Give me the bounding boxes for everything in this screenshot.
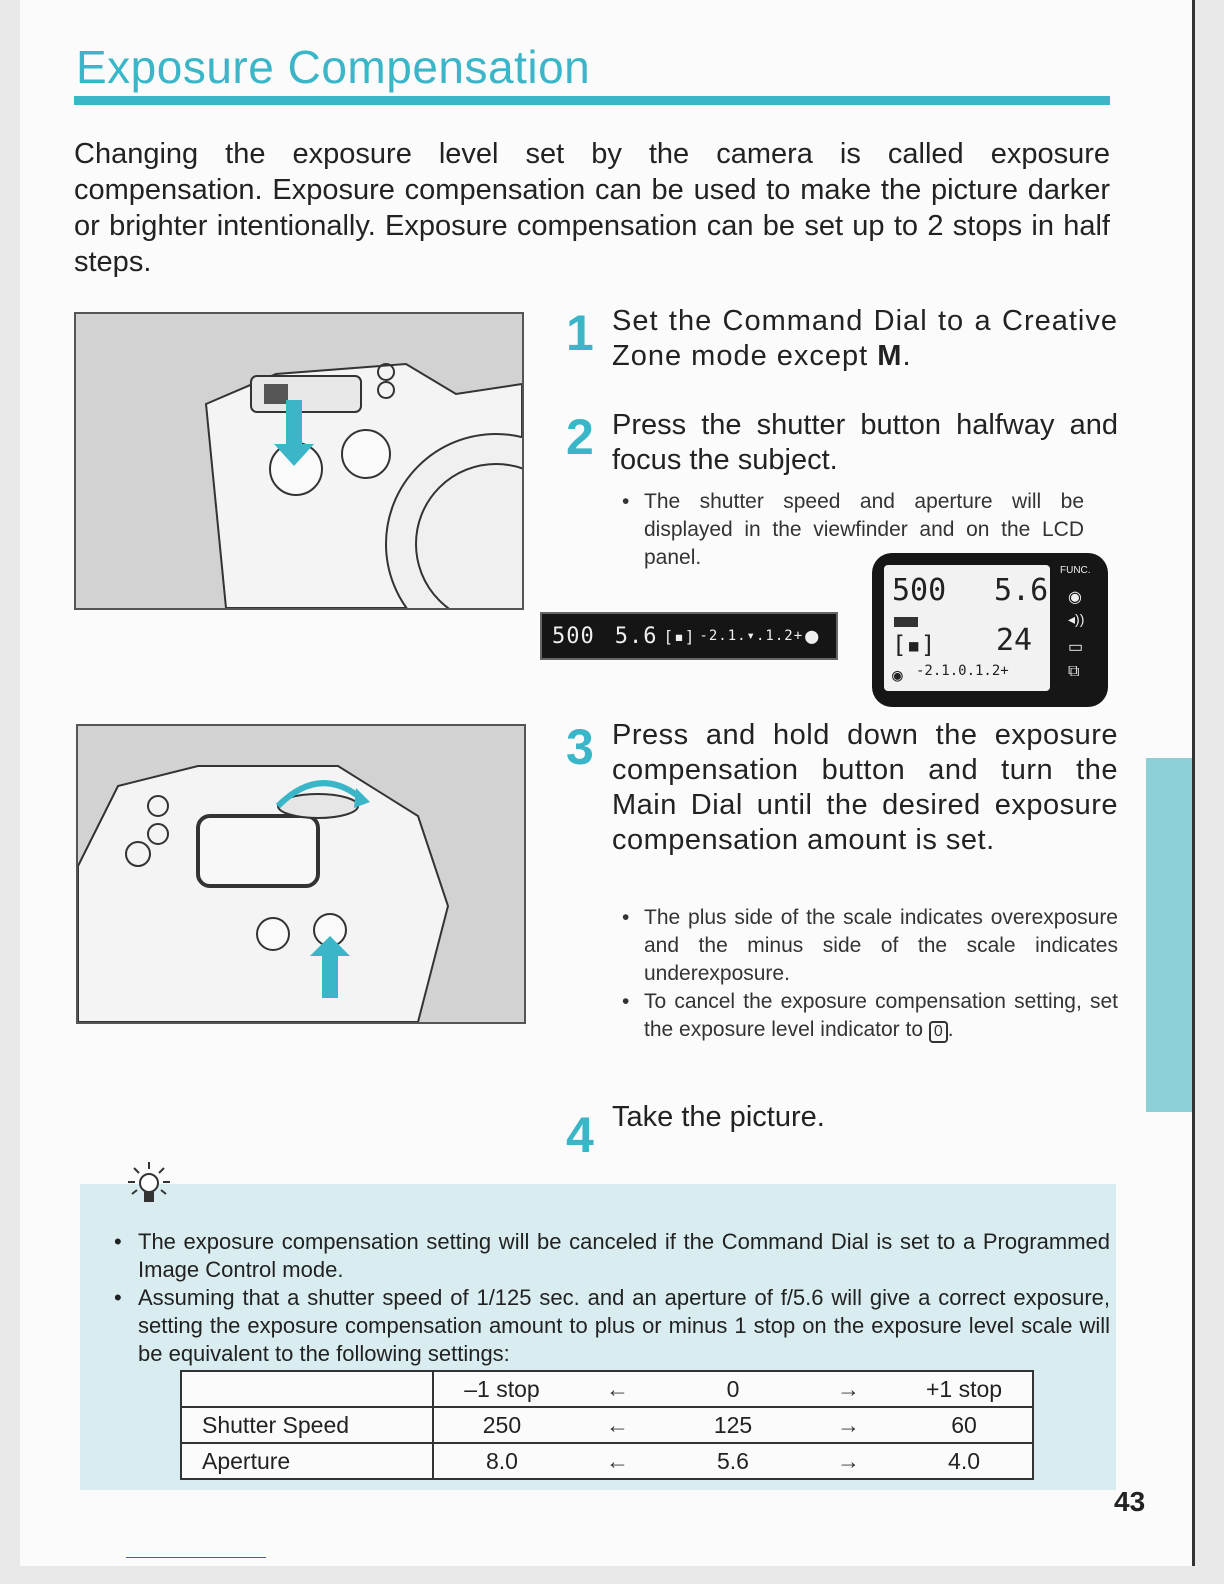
lcd-scale: -2.1.0.1.2+ bbox=[916, 663, 1009, 679]
header-zero: 0 bbox=[726, 1375, 740, 1402]
chapter-tab bbox=[1146, 758, 1192, 1112]
lcd-aperture: 5.6 bbox=[994, 573, 1049, 608]
step-text: Press and hold down the exposure compensation button and turn the Main Dial until the desired exposure compensation amount is set. bbox=[612, 719, 1118, 856]
bullet-item: • The plus side of the scale indicates overexposure and the minus side of the scale indicates underexposure. bbox=[618, 904, 1118, 988]
vf-aperture: 5.6 bbox=[614, 623, 658, 649]
right-arrow-icon: → bbox=[837, 1375, 861, 1402]
step-bullets bbox=[618, 904, 1118, 1044]
vf-dot-icon: ● bbox=[805, 623, 820, 649]
cell-minus: 8.0 bbox=[485, 1447, 518, 1474]
step-number: 1 bbox=[566, 305, 594, 361]
tip-item: • Assuming that a shutter speed of 1/125 sec. and an aperture of f/5.6 will give a correct exposure, setting the exposure compensation amount to plus or minus 1 stop on the exposure level scale will be equivalent to the following settings: bbox=[114, 1284, 1110, 1368]
step-number: 2 bbox=[566, 409, 594, 465]
step-text: Press the shutter button halfway and focus the subject. bbox=[612, 409, 1118, 476]
camera-dial-illustration bbox=[76, 724, 526, 1024]
vf-scale: -2.1.▾.1.2+ bbox=[699, 628, 804, 644]
lcd-frame-count: 24 bbox=[996, 623, 1033, 658]
page-number: 43 bbox=[1114, 1486, 1146, 1517]
vf-shutter: 500 bbox=[552, 623, 595, 649]
left-arrow-icon: ← bbox=[605, 1447, 629, 1474]
page-title: Exposure Compensation bbox=[76, 41, 591, 93]
row-values bbox=[433, 1407, 1033, 1443]
camera-shutter-illustration bbox=[74, 312, 524, 610]
step-number: 4 bbox=[566, 1107, 594, 1163]
scan-line bbox=[126, 1557, 266, 1558]
beep-icon: ◂)) bbox=[1068, 611, 1085, 627]
step-text-main: Set the Command Dial to a Creative Zone mode except bbox=[612, 305, 1118, 372]
header-plus: +1 stop bbox=[926, 1375, 1003, 1402]
cell-zero: 125 bbox=[713, 1411, 753, 1438]
lightbulb-icon bbox=[124, 1160, 174, 1210]
lcd-screen bbox=[884, 565, 1050, 691]
intro-paragraph: Changing the exposure level set by the camera is called exposure compensation. Exposure compensation can be used to make the picture darker or brighter intentionally. Exposure compensation can be set up to 2 stops in half steps. bbox=[74, 138, 1110, 278]
step-4 bbox=[566, 1100, 1118, 1163]
table-header-values bbox=[433, 1371, 1033, 1407]
right-arrow-icon: → bbox=[837, 1447, 861, 1474]
left-arrow-icon: ← bbox=[605, 1411, 629, 1438]
battery-icon bbox=[894, 617, 918, 627]
row-label: Shutter Speed bbox=[181, 1407, 433, 1443]
table-row bbox=[181, 1407, 1033, 1443]
red-eye-icon: ◉ bbox=[1068, 589, 1082, 606]
viewfinder-display: 500 5.6 [▪] -2.1.▾.1.2+ ● bbox=[540, 612, 838, 660]
tip-list bbox=[114, 1228, 1110, 1368]
cell-minus: 250 bbox=[482, 1411, 522, 1438]
manual-page bbox=[20, 0, 1195, 1566]
step-3 bbox=[566, 718, 1118, 1078]
af-frame-icon: [▪] bbox=[892, 631, 936, 659]
step-text bbox=[612, 304, 1118, 374]
exposure-icon: ◉ bbox=[892, 665, 903, 686]
drive-icon: ⧉ bbox=[1068, 663, 1080, 680]
exposure-table bbox=[180, 1370, 1034, 1480]
cell-zero: 5.6 bbox=[717, 1447, 749, 1474]
table-row bbox=[181, 1443, 1033, 1479]
lcd-shutter: 500 bbox=[892, 573, 947, 608]
title-rule bbox=[74, 96, 1110, 105]
tip-item: • The exposure compensation setting will be canceled if the Command Dial is set to a Programmed Image Control mode. bbox=[114, 1228, 1110, 1284]
mode-m-label: M bbox=[877, 340, 903, 372]
header-minus: –1 stop bbox=[464, 1375, 540, 1402]
cell-plus: 60 bbox=[951, 1411, 977, 1438]
cell-plus: 4.0 bbox=[948, 1447, 981, 1474]
step-number: 3 bbox=[566, 719, 594, 775]
step-1 bbox=[566, 304, 1118, 384]
left-arrow-icon: ← bbox=[605, 1375, 629, 1402]
lcd-panel bbox=[872, 553, 1108, 707]
table-header-cell bbox=[181, 1371, 433, 1407]
mode-icon: ▭ bbox=[1068, 639, 1084, 656]
row-values bbox=[433, 1443, 1033, 1479]
bullet-text: To cancel the exposure compensation setting, set the exposure level indicator to bbox=[644, 990, 1118, 1041]
bullet-item: • The shutter speed and aperture will be displayed in the viewfinder and on the LCD panel. bbox=[618, 488, 1084, 572]
zero-indicator-icon: 0 bbox=[929, 1021, 948, 1043]
right-arrow-icon: → bbox=[837, 1411, 861, 1438]
bullet-item: • To cancel the exposure compensation setting, set the exposure level indicator to 0 . bbox=[618, 988, 1118, 1044]
table-header-row bbox=[181, 1371, 1033, 1407]
row-label: Aperture bbox=[181, 1443, 433, 1479]
step-text-end: . bbox=[902, 340, 912, 372]
func-label: FUNC. bbox=[1060, 565, 1091, 576]
step-text: Take the picture. bbox=[612, 1101, 825, 1133]
